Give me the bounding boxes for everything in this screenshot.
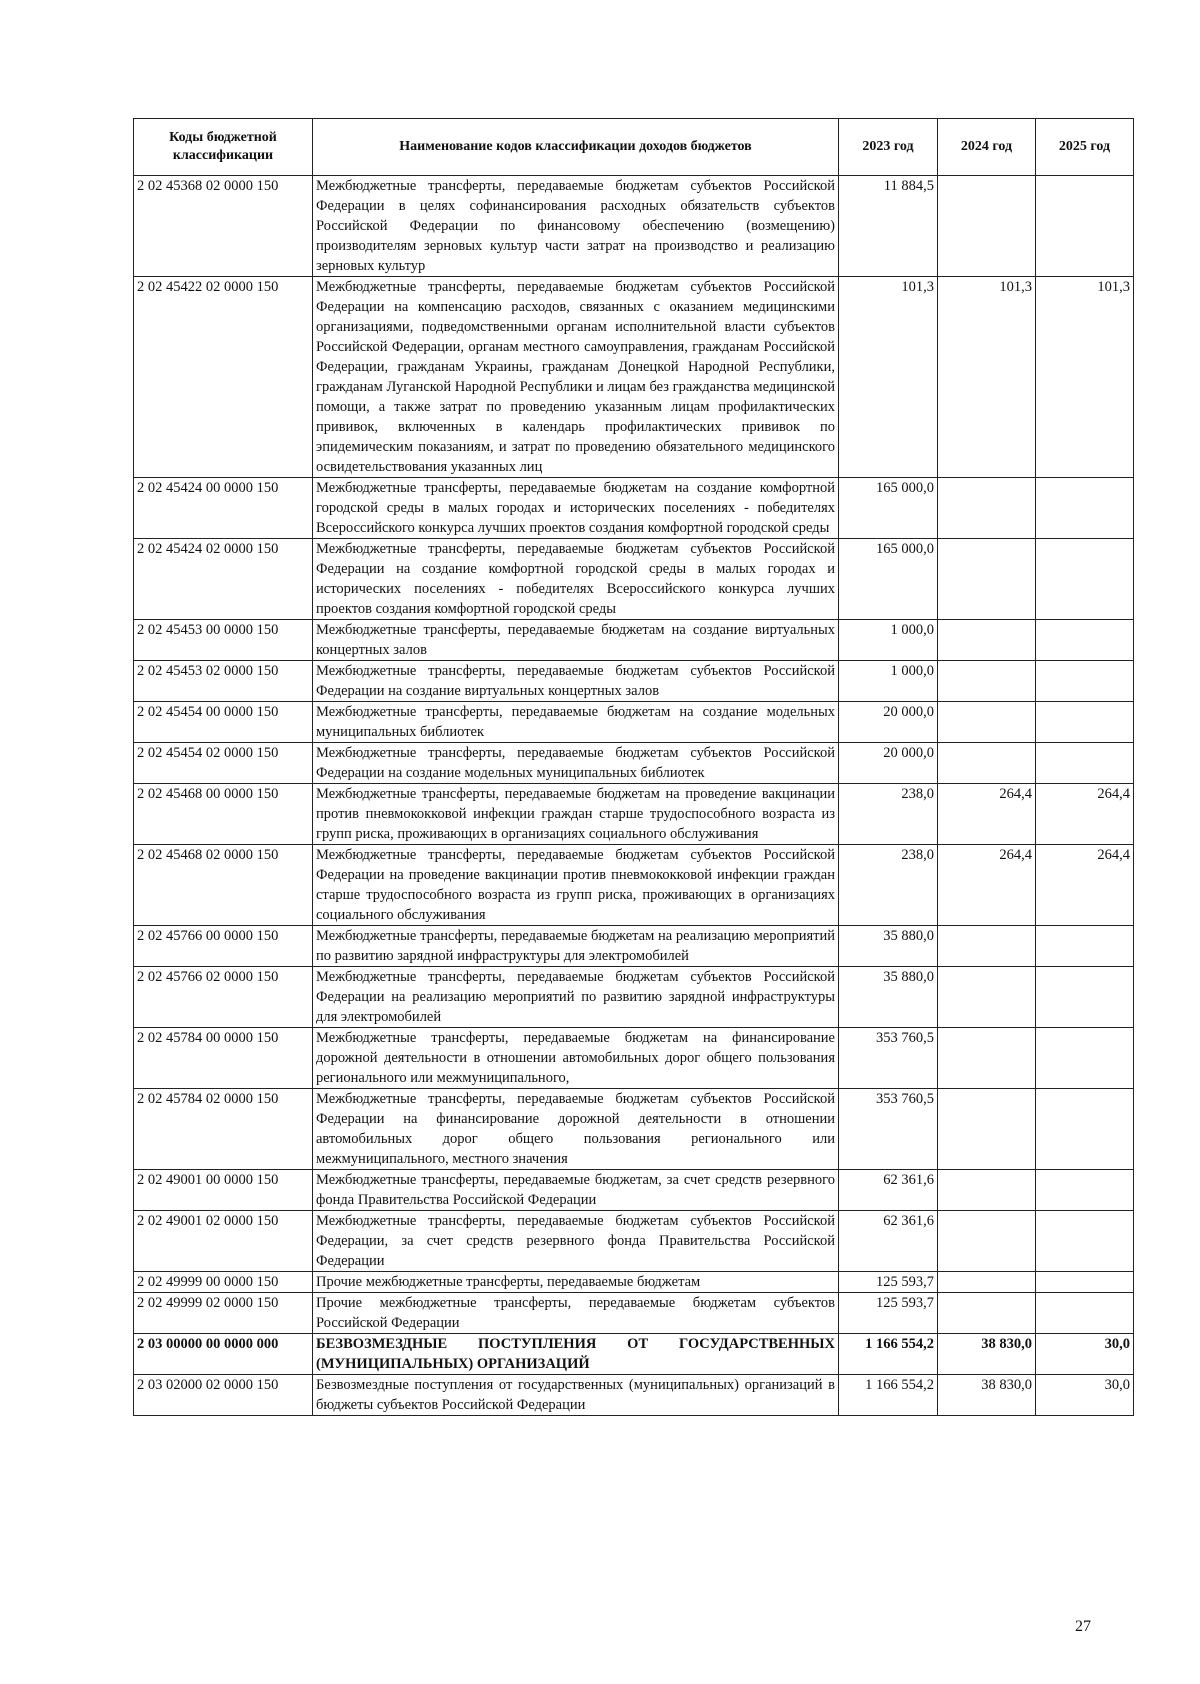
row-value-2024 <box>938 926 1036 967</box>
row-value-2023: 125 593,7 <box>839 1293 938 1334</box>
table-row <box>134 1293 1134 1334</box>
row-value-2023: 125 593,7 <box>839 1272 938 1293</box>
row-name: Межбюджетные трансферты, передаваемые бюджетам на финансирование дорожной деятельности в отношении автомобильных дорог общего пользования регионального или межмуниципального, <box>313 1028 839 1089</box>
table-row <box>134 1028 1134 1089</box>
table-row <box>134 784 1134 845</box>
row-code: 2 02 45368 02 0000 150 <box>134 176 313 277</box>
row-value-2024 <box>938 1089 1036 1170</box>
row-value-2024 <box>938 478 1036 539</box>
row-value-2025: 30,0 <box>1036 1375 1134 1416</box>
row-code: 2 02 45784 00 0000 150 <box>134 1028 313 1089</box>
row-code: 2 03 02000 02 0000 150 <box>134 1375 313 1416</box>
row-value-2024 <box>938 176 1036 277</box>
row-code: 2 02 45422 02 0000 150 <box>134 277 313 478</box>
header-2025: 2025 год <box>1036 119 1134 176</box>
table-row <box>134 743 1134 784</box>
row-name: Межбюджетные трансферты, передаваемые бюджетам на создание виртуальных концертных залов <box>313 620 839 661</box>
row-value-2024 <box>938 620 1036 661</box>
row-value-2023: 62 361,6 <box>839 1211 938 1272</box>
row-value-2023: 238,0 <box>839 784 938 845</box>
row-name: Межбюджетные трансферты, передаваемые бюджетам субъектов Российской Федерации на создание модельных муниципальных библиотек <box>313 743 839 784</box>
table-row <box>134 661 1134 702</box>
table-row <box>134 620 1134 661</box>
table-row <box>134 702 1134 743</box>
row-name: Межбюджетные трансферты, передаваемые бюджетам субъектов Российской Федерации на финансирование дорожной деятельности в отношении автомобильных дорог общего пользования регионального или межмуниципального, местного значения <box>313 1089 839 1170</box>
table-row <box>134 967 1134 1028</box>
row-value-2025 <box>1036 176 1134 277</box>
row-value-2023: 11 884,5 <box>839 176 938 277</box>
header-code: Коды бюджетной классификации <box>134 119 313 176</box>
revenue-classification-table <box>133 118 1134 1416</box>
row-value-2023: 1 166 554,2 <box>839 1375 938 1416</box>
row-value-2024 <box>938 967 1036 1028</box>
row-value-2023: 1 166 554,2 <box>839 1334 938 1375</box>
header-2023: 2023 год <box>839 119 938 176</box>
row-name: Межбюджетные трансферты, передаваемые бюджетам субъектов Российской Федерации на создание виртуальных концертных залов <box>313 661 839 702</box>
row-value-2025 <box>1036 1028 1134 1089</box>
table-body <box>134 176 1134 1416</box>
row-code: 2 03 00000 00 0000 000 <box>134 1334 313 1375</box>
row-value-2023: 20 000,0 <box>839 743 938 784</box>
row-name: Межбюджетные трансферты, передаваемые бюджетам субъектов Российской Федерации на проведение вакцинации против пневмококковой инфекции граждан старше трудоспособного возраста из групп риска, проживающих в организациях социального обслуживания <box>313 845 839 926</box>
row-value-2024: 38 830,0 <box>938 1334 1036 1375</box>
row-value-2024: 264,4 <box>938 784 1036 845</box>
row-name: Межбюджетные трансферты, передаваемые бюджетам субъектов Российской Федерации на создание комфортной городской среды в малых городах и исторических поселениях - победителях Всероссийского конкурса лучших проектов создания комфортной городской среды <box>313 539 839 620</box>
row-value-2024 <box>938 539 1036 620</box>
table-row <box>134 277 1134 478</box>
table-row <box>134 1211 1134 1272</box>
page-number: 27 <box>1075 1618 1091 1635</box>
row-code: 2 02 45454 02 0000 150 <box>134 743 313 784</box>
row-value-2025 <box>1036 620 1134 661</box>
row-name: Прочие межбюджетные трансферты, передаваемые бюджетам субъектов Российской Федерации <box>313 1293 839 1334</box>
row-name: Безвозмездные поступления от государственных (муниципальных) организаций в бюджеты субъектов Российской Федерации <box>313 1375 839 1416</box>
row-value-2024 <box>938 1170 1036 1211</box>
row-value-2024 <box>938 702 1036 743</box>
header-2024: 2024 год <box>938 119 1036 176</box>
row-value-2023: 20 000,0 <box>839 702 938 743</box>
table-row <box>134 1375 1134 1416</box>
row-code: 2 02 45453 00 0000 150 <box>134 620 313 661</box>
row-value-2025 <box>1036 1293 1134 1334</box>
row-value-2023: 1 000,0 <box>839 661 938 702</box>
row-value-2024 <box>938 661 1036 702</box>
row-value-2025 <box>1036 1211 1134 1272</box>
row-value-2023: 165 000,0 <box>839 539 938 620</box>
row-value-2025: 101,3 <box>1036 277 1134 478</box>
table-row <box>134 539 1134 620</box>
row-code: 2 02 45454 00 0000 150 <box>134 702 313 743</box>
row-code: 2 02 49001 02 0000 150 <box>134 1211 313 1272</box>
row-value-2023: 1 000,0 <box>839 620 938 661</box>
row-code: 2 02 45784 02 0000 150 <box>134 1089 313 1170</box>
row-name: Межбюджетные трансферты, передаваемые бюджетам на реализацию мероприятий по развитию зарядной инфраструктуры для электромобилей <box>313 926 839 967</box>
row-value-2024: 38 830,0 <box>938 1375 1036 1416</box>
row-name: Межбюджетные трансферты, передаваемые бюджетам, за счет средств резервного фонда Правительства Российской Федерации <box>313 1170 839 1211</box>
row-name: Межбюджетные трансферты, передаваемые бюджетам субъектов Российской Федерации на компенсацию расходов, связанных с оказанием медицинскими организациями, подведомственными органам исполнительной власти субъектов Российской Федерации, органам местного самоуправления, гражданам Российской Федерации, гражданам Украины, гражданам Донецкой Народной Республики, гражданам Луганской Народной Республики и лицам без гражданства медицинской помощи, а также затрат по проведению указанным лицам профилактических прививок, включенных в календарь профилактических прививок по эпидемическим показаниям, и затрат по проведению обязательного медицинского освидетельствования указанных лиц <box>313 277 839 478</box>
row-value-2025 <box>1036 1272 1134 1293</box>
header-name: Наименование кодов классификации доходов бюджетов <box>313 119 839 176</box>
row-value-2024 <box>938 1028 1036 1089</box>
row-value-2025 <box>1036 478 1134 539</box>
row-value-2024 <box>938 1293 1036 1334</box>
row-value-2024: 101,3 <box>938 277 1036 478</box>
table-row <box>134 1334 1134 1375</box>
row-value-2025 <box>1036 539 1134 620</box>
row-name: Межбюджетные трансферты, передаваемые бюджетам на создание модельных муниципальных библиотек <box>313 702 839 743</box>
row-value-2024 <box>938 1272 1036 1293</box>
row-value-2023: 101,3 <box>839 277 938 478</box>
row-code: 2 02 45468 02 0000 150 <box>134 845 313 926</box>
row-name: Межбюджетные трансферты, передаваемые бюджетам субъектов Российской Федерации на реализацию мероприятий по развитию зарядной инфраструктуры для электромобилей <box>313 967 839 1028</box>
row-value-2025 <box>1036 743 1134 784</box>
row-name: Межбюджетные трансферты, передаваемые бюджетам на проведение вакцинации против пневмококковой инфекции граждан старше трудоспособного возраста из групп риска, проживающих в организациях социального обслуживания <box>313 784 839 845</box>
row-value-2024 <box>938 1211 1036 1272</box>
row-value-2023: 353 760,5 <box>839 1028 938 1089</box>
row-value-2025 <box>1036 1170 1134 1211</box>
row-value-2025: 30,0 <box>1036 1334 1134 1375</box>
row-code: 2 02 49999 00 0000 150 <box>134 1272 313 1293</box>
row-name: Межбюджетные трансферты, передаваемые бюджетам на создание комфортной городской среды в малых городах и исторических поселениях - победителях Всероссийского конкурса лучших проектов создания комфортной городской среды <box>313 478 839 539</box>
row-value-2025 <box>1036 1089 1134 1170</box>
row-code: 2 02 45766 02 0000 150 <box>134 967 313 1028</box>
row-name: Межбюджетные трансферты, передаваемые бюджетам субъектов Российской Федерации, за счет средств резервного фонда Правительства Российской Федерации <box>313 1211 839 1272</box>
row-value-2024 <box>938 743 1036 784</box>
row-value-2023: 35 880,0 <box>839 967 938 1028</box>
table-row <box>134 1272 1134 1293</box>
row-value-2025: 264,4 <box>1036 845 1134 926</box>
row-value-2025 <box>1036 967 1134 1028</box>
row-name: Прочие межбюджетные трансферты, передаваемые бюджетам <box>313 1272 839 1293</box>
row-value-2025 <box>1036 702 1134 743</box>
row-code: 2 02 45453 02 0000 150 <box>134 661 313 702</box>
row-value-2024: 264,4 <box>938 845 1036 926</box>
row-value-2023: 62 361,6 <box>839 1170 938 1211</box>
row-value-2023: 238,0 <box>839 845 938 926</box>
table-header-row <box>134 119 1134 176</box>
row-code: 2 02 49001 00 0000 150 <box>134 1170 313 1211</box>
row-value-2025 <box>1036 661 1134 702</box>
row-code: 2 02 49999 02 0000 150 <box>134 1293 313 1334</box>
row-code: 2 02 45424 00 0000 150 <box>134 478 313 539</box>
table-row <box>134 1170 1134 1211</box>
row-value-2025: 264,4 <box>1036 784 1134 845</box>
row-code: 2 02 45468 00 0000 150 <box>134 784 313 845</box>
row-code: 2 02 45424 02 0000 150 <box>134 539 313 620</box>
row-value-2025 <box>1036 926 1134 967</box>
table-row <box>134 478 1134 539</box>
table-row <box>134 926 1134 967</box>
table-row <box>134 1089 1134 1170</box>
row-value-2023: 35 880,0 <box>839 926 938 967</box>
row-code: 2 02 45766 00 0000 150 <box>134 926 313 967</box>
row-value-2023: 165 000,0 <box>839 478 938 539</box>
table-row <box>134 845 1134 926</box>
row-name: БЕЗВОЗМЕЗДНЫЕ ПОСТУПЛЕНИЯ ОТ ГОСУДАРСТВЕННЫХ (МУНИЦИПАЛЬНЫХ) ОРГАНИЗАЦИЙ <box>313 1334 839 1375</box>
row-value-2023: 353 760,5 <box>839 1089 938 1170</box>
table-row <box>134 176 1134 277</box>
row-name: Межбюджетные трансферты, передаваемые бюджетам субъектов Российской Федерации в целях софинансирования расходных обязательств субъектов Российской Федерации по финансовому обеспечению (возмещению) производителям зерновых культур части затрат на производство и реализацию зерновых культур <box>313 176 839 277</box>
